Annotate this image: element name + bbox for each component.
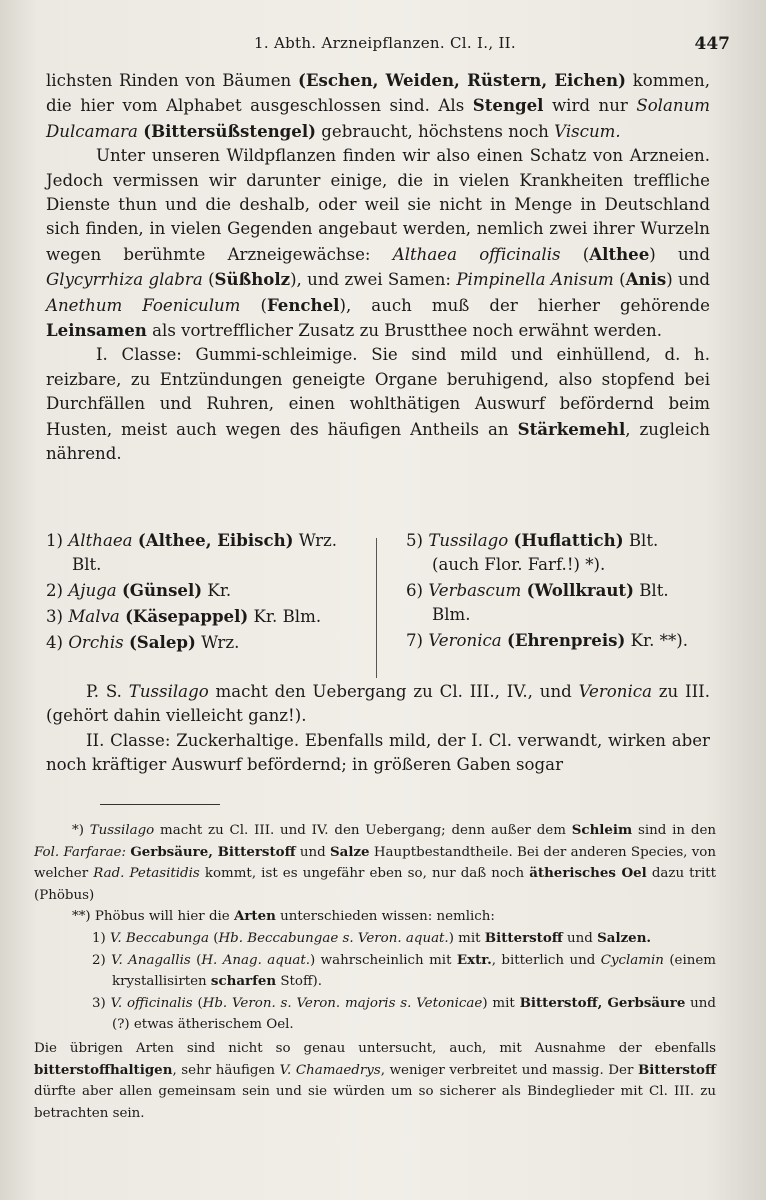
text-run: Leinsamen xyxy=(46,320,147,341)
text-run: ), und zwei Samen: xyxy=(290,270,457,290)
text-run: , zugleich nährend. xyxy=(46,419,710,464)
text-run: Rad. Petasitidis xyxy=(93,866,200,882)
text-run: Salze xyxy=(330,843,370,860)
text-run: dürfte aber allen gemeinsam sein und sie würden um so sicherer als Bindeglieder mit Cl. III. zu betrachten sein. xyxy=(34,1084,716,1121)
text-run: (Bittersüßstengel) xyxy=(143,120,317,141)
plant-list-left-column xyxy=(46,528,366,656)
text-run: (Wollkraut) xyxy=(526,580,634,600)
text-run: Kr. xyxy=(202,581,232,600)
text-run: ), auch muß der hierher gehörende xyxy=(339,295,710,315)
text-run: 7) xyxy=(406,631,429,650)
text-run: Hauptbestandtheile. Bei der anderen Species, von welcher xyxy=(34,844,716,882)
footnote-2 xyxy=(34,906,716,928)
text-run: sind in den xyxy=(632,823,716,838)
text-run: , sehr häufigen xyxy=(172,1062,280,1078)
text-run: *) xyxy=(72,823,90,838)
ps-section xyxy=(46,680,710,778)
text-run: Glycyrrhiza glabra xyxy=(46,270,203,290)
text-run: **) Phöbus will hier die xyxy=(72,909,234,925)
text-run: kommt, ist es ungefähr eben so, nur daß noch xyxy=(199,866,530,882)
text-run: Hb. Beccabungae s. Veron. aquat. xyxy=(218,930,449,946)
text-run: Die übrigen Arten sind nicht so genau untersucht, auch, mit Ausnahme der ebenfalls xyxy=(34,1040,716,1056)
text-run: (Ehrenpreis) xyxy=(506,630,626,650)
text-run: (auch Flor. Farf.!) *). xyxy=(432,555,606,574)
footnotes xyxy=(34,820,716,1124)
text-run: Kr. **). xyxy=(625,631,688,650)
text-run: Tussilago xyxy=(428,531,509,550)
text-run: 6) xyxy=(406,581,429,600)
footnote-2-item-2 xyxy=(34,950,716,993)
text-run: Anis xyxy=(625,269,667,290)
text-run: Pimpinella Anisum xyxy=(456,270,614,290)
text-run: Fenchel xyxy=(266,294,340,315)
text-run: (Eschen, Weiden, Rüstern, Eichen) xyxy=(298,70,626,90)
text-run: und xyxy=(295,844,331,860)
text-run: als vortrefflicher Zusatz zu Brustthee noch erwähnt werden. xyxy=(146,321,663,341)
text-run: Stoff). xyxy=(276,974,322,990)
list-item xyxy=(406,578,712,627)
text-run: Tussilago xyxy=(89,823,155,838)
text-run: ) mit xyxy=(448,930,485,946)
footnote-2-item-3 xyxy=(34,993,716,1036)
plant-list-right-column xyxy=(406,528,712,654)
text-run: Extr. xyxy=(456,951,492,968)
text-run: Blm. xyxy=(432,605,471,624)
list-item xyxy=(406,628,712,653)
paragraph-wildpflanzen xyxy=(46,144,710,343)
text-run: Bitterstoff xyxy=(637,1061,716,1078)
text-run: Verbascum xyxy=(428,581,522,600)
text-run: lichsten Rinden von Bäumen xyxy=(46,71,299,90)
paragraph-classe-2 xyxy=(46,729,710,778)
text-run: 4) xyxy=(46,633,69,652)
text-run: Wrz. xyxy=(293,531,338,550)
footnote-2-item-1 xyxy=(34,928,716,950)
text-run: Blt. xyxy=(623,531,659,550)
text-run: Bitterstoff xyxy=(484,929,563,946)
text-run: Stengel xyxy=(472,95,544,116)
text-run: Malva xyxy=(68,607,120,626)
text-run: und (?) etwas ätherischem Oel. xyxy=(112,995,716,1033)
text-run: (Huflattich) xyxy=(513,530,624,550)
text-run: Althaea officinalis xyxy=(392,244,561,264)
text-run: P. S. xyxy=(86,682,129,701)
text-run: Althaea xyxy=(68,531,133,550)
text-run: V. Anagallis xyxy=(111,952,191,968)
text-run: Anethum Foeniculum xyxy=(46,295,241,315)
footnote-2-conclusion xyxy=(34,1038,716,1124)
paragraph-rinden xyxy=(46,68,710,144)
text-run: (Salep) xyxy=(128,632,196,652)
text-run: H. Anag. aquat. xyxy=(201,952,311,968)
text-run: Salzen. xyxy=(597,929,652,946)
text-run: Kr. Blm. xyxy=(248,607,322,626)
text-run: (einem krystallisirten xyxy=(112,952,716,990)
text-run: 5) xyxy=(406,531,429,550)
column-divider xyxy=(376,538,377,678)
text-run: ( xyxy=(190,952,202,968)
text-run: zu III. (gehört dahin vielleicht ganz!). xyxy=(46,682,710,726)
text-run: ätherisches Oel xyxy=(529,865,647,882)
text-run: ) wahrscheinlich mit xyxy=(310,952,457,968)
footnote-1 xyxy=(34,820,716,906)
text-run: V. officinalis xyxy=(110,995,193,1011)
paragraph-ps xyxy=(46,680,710,729)
text-run: Orchis xyxy=(68,633,124,652)
text-run: , bitterlich und xyxy=(491,952,601,968)
text-run: ( xyxy=(560,244,590,264)
text-run: scharfen xyxy=(210,973,277,990)
text-run: Veronica xyxy=(578,682,652,701)
text-run: Blt. xyxy=(72,555,102,574)
list-item xyxy=(46,604,366,629)
text-run: bitterstoffhaltigen xyxy=(34,1061,173,1078)
text-run: und xyxy=(562,930,598,946)
text-run: V. Beccabunga xyxy=(110,930,209,946)
text-run: Fol. Farfarae: xyxy=(34,844,126,860)
text-run: Viscum. xyxy=(554,121,621,141)
text-run: 3) xyxy=(92,995,111,1011)
text-run: ) und xyxy=(666,270,711,290)
text-run: ) mit xyxy=(482,995,520,1011)
text-run: (Käsepappel) xyxy=(125,606,249,626)
list-item xyxy=(46,578,366,603)
list-item xyxy=(406,528,712,577)
text-run: ( xyxy=(613,270,626,290)
text-run: V. Chamaedrys xyxy=(279,1062,381,1078)
text-run: Veronica xyxy=(428,631,502,650)
page-number: 447 xyxy=(694,34,730,54)
text-run: Hb. Veron. s. Veron. majoris s. Vetonicae xyxy=(202,995,483,1011)
text-run: Althee xyxy=(589,243,650,264)
text-run: 1) xyxy=(92,930,111,946)
text-run: Gerbsäure, Bitterstoff xyxy=(130,843,296,860)
text-run: ( xyxy=(192,995,203,1011)
text-run: 1) xyxy=(46,531,69,550)
text-run: Unter unseren Wildpflanzen finden wir also einen Schatz von Arzneien. Jedoch vermissen wir darunter einige, die in vielen Krankheiten treffliche Dienste thun und die deshalb, oder weil sie nicht in Menge in Deutschland sich finden, in vielen Gegenden angebaut werden, nemlich zwei ihrer Wurzeln wegen berühmte Arzneigewächse: xyxy=(46,146,710,264)
footnote-rule xyxy=(100,804,220,805)
text-run: Stärkemehl xyxy=(517,418,626,439)
text-run: Arten xyxy=(233,908,276,925)
page-header xyxy=(40,34,730,60)
text-run: kommen, die hier vom Alphabet ausgeschlossen sind. Als xyxy=(46,71,711,116)
text-run: macht den Uebergang zu Cl. III., IV., und xyxy=(208,682,579,701)
text-run: macht zu Cl. III. und IV. den Uebergang; denn außer dem xyxy=(154,823,572,838)
text-run: Tussilago xyxy=(128,682,209,701)
running-title: 1. Abth. Arzneipflanzen. Cl. I., II. xyxy=(254,34,516,52)
list-item xyxy=(46,630,366,655)
text-run: wird nur xyxy=(543,96,637,116)
text-run: Wrz. xyxy=(195,633,240,652)
text-run: unterschieden wissen: nemlich: xyxy=(275,909,495,925)
text-run: gebraucht, höchstens noch xyxy=(316,121,555,141)
text-run: ( xyxy=(202,270,215,290)
text-run: Solanum Dulcamara xyxy=(46,96,710,141)
text-run: I. Classe: Gummi-schleimige. Sie sind mild und einhüllend, d. h. reizbare, zu Entzündungen geneigte Organe beruhigend, also stopfend bei Durchfällen und Ruhren, einen wohlthätigen Auswurf befördernd beim Husten, meist auch wegen des häufigen Antheils an xyxy=(46,345,710,439)
text-run: Ajuga xyxy=(68,581,117,600)
text-run: 2) xyxy=(46,581,69,600)
text-run: Schleim xyxy=(571,822,633,838)
text-run: Cyclamin xyxy=(600,952,664,968)
text-run: Bitterstoff, Gerbsäure xyxy=(519,994,686,1011)
text-run: ) und xyxy=(649,244,710,264)
list-item xyxy=(46,528,366,577)
text-run: Blt. xyxy=(633,581,669,600)
paragraph-classe-1 xyxy=(46,343,710,466)
text-run: , weniger verbreitet und massig. Der xyxy=(380,1062,638,1078)
text-run: (Althee, Eibisch) xyxy=(137,530,294,550)
text-run: (Günsel) xyxy=(121,580,203,600)
text-run: 2) xyxy=(92,952,112,968)
text-run: 3) xyxy=(46,607,69,626)
plant-list xyxy=(46,528,712,662)
text-run: Süßholz xyxy=(214,269,291,290)
text-run: dazu tritt (Phöbus) xyxy=(34,866,716,903)
text-run: ( xyxy=(208,930,219,946)
main-text xyxy=(46,68,710,467)
text-run: ( xyxy=(240,295,267,315)
text-run: II. Classe: Zuckerhaltige. Ebenfalls mild, der I. Cl. verwandt, wirken aber noch kräftiger Auswurf befördernd; in größeren Gaben sogar xyxy=(46,730,710,775)
